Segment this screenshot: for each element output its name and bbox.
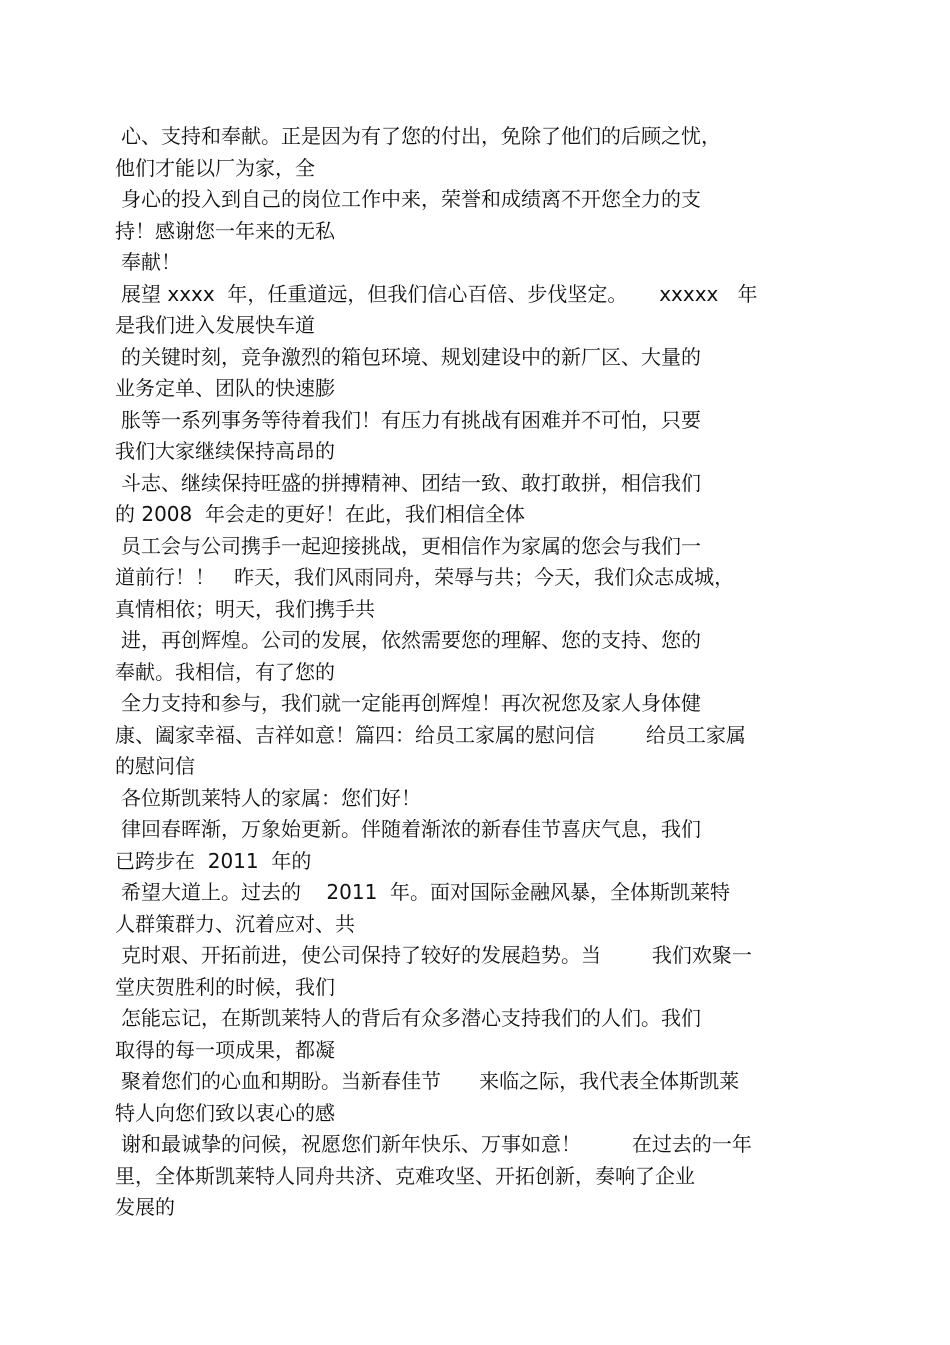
text-line: 已跨步在 2011 年的	[115, 848, 312, 873]
text-line: 发展的	[115, 1195, 175, 1219]
text-line: 斗志、继续保持旺盛的拼搏精神、团结一致、敢打敢拼，相信我们	[121, 470, 701, 495]
text-line: 员工会与公司携手一起迎接挑战，更相信作为家属的您会与我们一	[121, 533, 701, 558]
text-line: 身心的投入到自己的岗位工作中来，荣誉和成绩离不开您全力的支	[121, 187, 701, 211]
text-line: 克时艰、开拓前进，使公司保持了较好的发展趋势。当 我们欢聚一	[121, 943, 752, 967]
text-line: 胀等一系列事务等待着我们！有压力有挑战有困难并不可怕，只要	[121, 407, 701, 432]
text-line: 奉献！	[121, 250, 181, 274]
text-line: 怎能忘记，在斯凯莱特人的背后有众多潜心支持我们的人们。我们	[121, 1006, 701, 1030]
text-line: 特人向您们致以衷心的感	[115, 1100, 335, 1125]
text-line: 是我们进入发展快车道	[115, 313, 315, 337]
text-line: 聚着您们的心血和期盼。当新春佳节 来临之际，我代表全体斯凯莱	[121, 1069, 740, 1093]
text-line: 里，全体斯凯莱特人同舟共济、克难攻坚、开拓创新，奏响了企业	[115, 1163, 695, 1188]
text-line: 取得的每一项成果，都凝	[115, 1037, 335, 1062]
text-line: 的关键时刻，竞争激烈的箱包环境、规划建设中的新厂区、大量的	[121, 344, 701, 369]
text-line: 的慰问信	[115, 754, 195, 778]
text-line: 他们才能以厂为家，全	[115, 155, 315, 180]
text-line: 我们大家继续保持高昂的	[115, 439, 335, 463]
text-line: 的 2008 年会走的更好！在此，我们相信全体	[115, 502, 525, 526]
text-line: 堂庆贺胜利的时候，我们	[115, 974, 335, 999]
text-line: 持！感谢您一年来的无私	[115, 218, 335, 243]
text-line: 展望 xxxx 年，任重道远，但我们信心百倍、步伐坚定。 xxxxx 年	[121, 281, 758, 306]
text-line: 康、阖家幸福、吉祥如意！篇四：给员工家属的慰问信 给员工家属	[115, 722, 746, 747]
text-line: 律回春晖渐，万象始更新。伴随着渐浓的新春佳节喜庆气息，我们	[121, 817, 701, 841]
text-line: 谢和最诚挚的问候，祝愿您们新年快乐、万事如意！ 在过去的一年	[121, 1132, 752, 1156]
text-line: 真情相依；明天，我们携手共	[115, 596, 375, 621]
text-line: 人群策群力、沉着应对、共	[115, 911, 355, 936]
text-line: 各位斯凯莱特人的家属：您们好！	[121, 785, 421, 810]
text-line: 进，再创辉煌。公司的发展，依然需要您的理解、您的支持、您的	[121, 628, 701, 652]
text-line: 心、支持和奉献。正是因为有了您的付出，免除了他们的后顾之忧，	[121, 124, 721, 148]
text-line: 奉献。我相信，有了您的	[115, 659, 335, 684]
text-line: 全力支持和参与，我们就一定能再创辉煌！再次祝您及家人身体健	[121, 691, 701, 715]
document-body	[115, 121, 835, 1224]
text-line: 业务定单、团队的快速膨	[115, 376, 335, 400]
text-line: 道前行！！ 昨天，我们风雨同舟，荣辱与共；今天，我们众志成城，	[115, 565, 735, 589]
text-line: 希望大道上。过去的 2011 年。面对国际金融风暴，全体斯凯莱特	[121, 880, 731, 904]
